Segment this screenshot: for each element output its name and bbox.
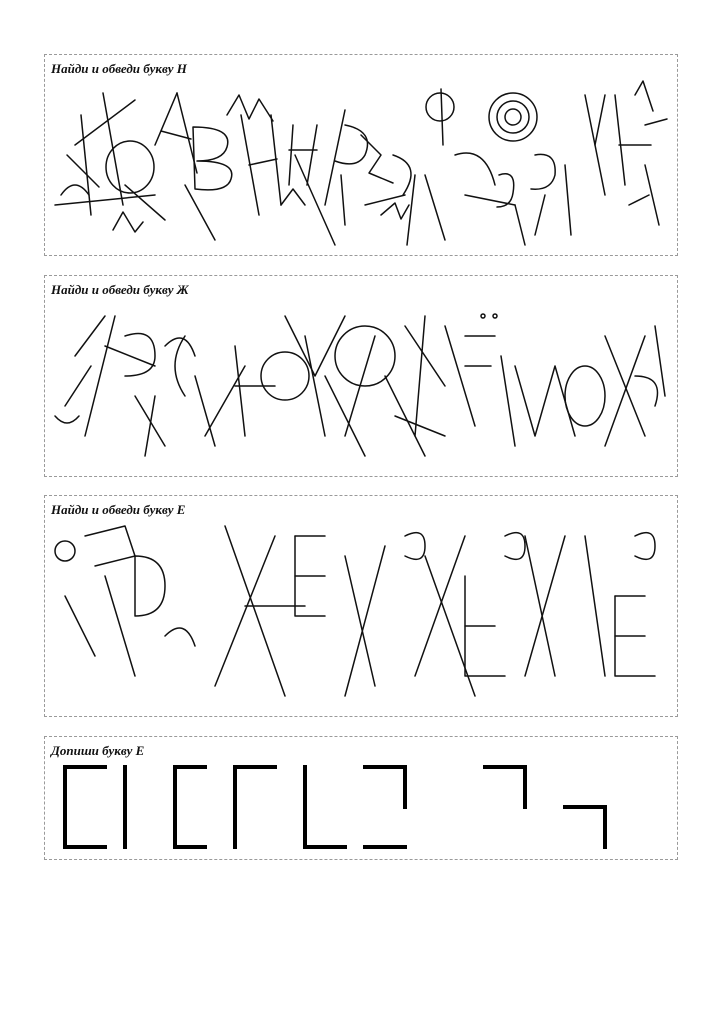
task-title: Найди и обведи букву Ж: [51, 282, 189, 297]
task-panel-find-zh: [44, 275, 678, 477]
task-title: Найди и обведи букву Н: [51, 61, 187, 76]
letter-fragments-drawing[interactable]: [45, 737, 679, 861]
task-title: Допиши букву Е: [51, 743, 145, 758]
task-panel-find-n: [44, 54, 678, 256]
task-panel-find-e: [44, 495, 678, 717]
letter-tangle-drawing[interactable]: [45, 496, 679, 718]
letter-tangle-drawing[interactable]: [45, 55, 679, 257]
task-title: Найди и обведи букву Е: [51, 502, 186, 517]
task-panel-complete-e: [44, 736, 678, 860]
letter-tangle-drawing[interactable]: [45, 276, 679, 478]
